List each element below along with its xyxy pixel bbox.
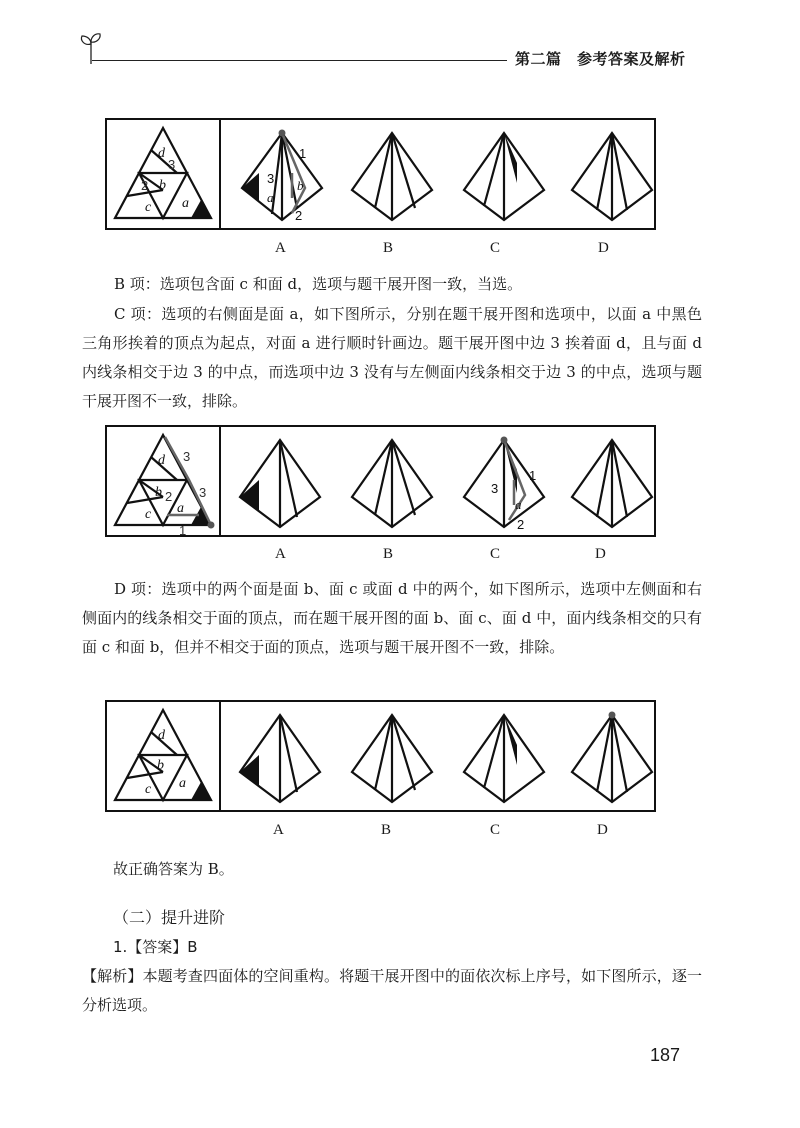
- figure-divider: [219, 702, 221, 810]
- face-label-a: a: [179, 776, 186, 791]
- option-label-c: C: [490, 822, 501, 838]
- option-c-face-a: a: [515, 497, 522, 512]
- option-c-pyramid: [459, 435, 549, 535]
- edge-label-3: 3: [183, 449, 191, 464]
- face-label-d: d: [158, 146, 165, 161]
- figure-divider: [219, 120, 221, 228]
- option-a-edge-3: 3: [267, 171, 275, 186]
- option-c-pyramid: [459, 128, 549, 228]
- face-label-b: b: [155, 485, 162, 500]
- face-label-b: b: [159, 178, 166, 193]
- option-label-b: B: [383, 546, 394, 562]
- analysis-paragraph: 【解析】本题考查四面体的空间重构。将题干展开图中的面依次标上序号，如下图所示，逐一分析选项。: [82, 967, 702, 1014]
- edge-label-1: 1: [179, 523, 187, 537]
- option-label-d: D: [598, 240, 609, 256]
- conclusion-text: 故正确答案为 B。: [113, 860, 234, 878]
- option-a-edge-1: 1: [299, 146, 307, 161]
- option-b-pyramid: [347, 435, 437, 535]
- figure-3: [105, 700, 656, 812]
- page-number: 187: [649, 1045, 680, 1065]
- running-header: 第二篇 参考答案及解析: [515, 50, 686, 68]
- face-label-c: c: [145, 200, 152, 215]
- unfolded-net: [107, 120, 219, 230]
- paragraph-b-item: B 项：选项包含面 c 和面 d，选项与题干展开图一致，当选。: [114, 275, 523, 293]
- option-a-pyramid: [235, 435, 325, 535]
- option-label-c: C: [490, 546, 501, 562]
- edge-label-2: 2: [165, 489, 173, 504]
- option-label-a: A: [275, 240, 286, 256]
- option-c-edge-2: 2: [517, 517, 525, 532]
- figure-2: [105, 425, 656, 537]
- option-label-c: C: [490, 240, 501, 256]
- sprout-icon: [78, 30, 104, 64]
- edge-label-3b: 3: [199, 485, 207, 500]
- figure-1: [105, 118, 656, 230]
- option-a-edge-2: 2: [295, 208, 303, 223]
- answer-line: 1.【答案】B: [113, 938, 198, 956]
- option-b-pyramid: [347, 128, 437, 228]
- option-c-edge-1: 1: [529, 468, 537, 483]
- option-d-pyramid: [567, 710, 657, 810]
- face-label-b: b: [157, 758, 164, 773]
- unfolded-net: [107, 702, 219, 812]
- option-label-b: B: [381, 822, 392, 838]
- face-label-c: c: [145, 507, 152, 522]
- option-c-edge-3: 3: [491, 481, 499, 496]
- option-label-a: A: [273, 822, 284, 838]
- option-label-a: A: [275, 546, 286, 562]
- header-rule: [92, 60, 507, 61]
- face-label-d: d: [158, 453, 165, 468]
- option-label-b: B: [383, 240, 394, 256]
- option-label-d: D: [595, 546, 606, 562]
- option-d-pyramid: [567, 128, 657, 228]
- face-label-c: c: [145, 782, 152, 797]
- face-label-a: a: [182, 196, 189, 211]
- option-a-pyramid: [237, 128, 327, 228]
- face-label-a: a: [177, 501, 184, 516]
- option-a-face-b: b: [297, 178, 304, 193]
- section-heading: （二）提升进阶: [113, 908, 226, 927]
- option-label-d: D: [597, 822, 608, 838]
- paragraph-d-item: D 项：选项中的两个面是面 b、面 c 或面 d 中的两个，如下图所示，选项中左侧面和右侧面内的线条相交于面的顶点，而在题干展开图的面 b、面 c、面 d 中，面内线条相交的只有面 c 和面 b，但并不相交于面的顶点，选项与题干展开图不一致，排除。: [82, 580, 702, 656]
- option-a-pyramid: [235, 710, 325, 810]
- option-a-face-a: a: [267, 190, 274, 205]
- edge-label-2: 2: [141, 178, 149, 193]
- option-c-pyramid: [459, 710, 549, 810]
- face-label-d: d: [158, 728, 165, 743]
- figure-divider: [219, 427, 221, 535]
- option-d-pyramid: [567, 435, 657, 535]
- unfolded-net: [107, 427, 219, 537]
- paragraph-c-item: C 项：选项的右侧面是面 a，如下图所示，分别在题干展开图和选项中，以面 a 中黑色三角形挨着的顶点为起点，对面 a 进行顺时针画边。题干展开图中边 3 挨着面 d，且与面 d 内线条相交于边 3 的中点，而选项中边 3 没有与左侧面内线条相交于边 3 的中点，选项与题干展开图不一致，排除。: [82, 305, 702, 410]
- edge-label-3: 3: [168, 157, 176, 172]
- option-b-pyramid: [347, 710, 437, 810]
